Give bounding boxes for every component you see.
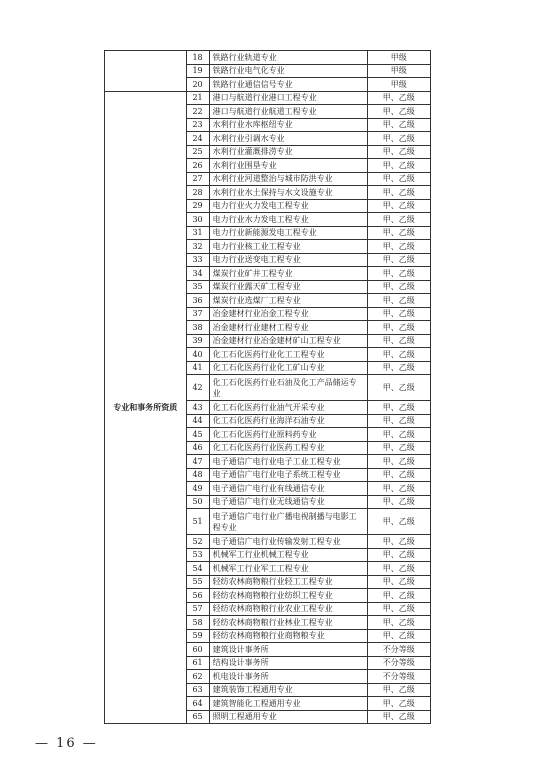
qualification-grade: 甲、乙级 [367,213,430,227]
qualification-grade: 甲、乙级 [367,468,430,482]
qualification-grade: 甲、乙级 [367,132,430,146]
category-cell: 专业和事务所资质 [105,91,187,724]
qualification-grade: 甲、乙级 [367,240,430,254]
qualification-grade: 不分等级 [367,656,430,670]
qualification-grade: 甲、乙级 [367,589,430,603]
qualification-name: 电子通信广电行业有线通信专业 [209,482,367,496]
qualification-grade: 甲、乙级 [367,575,430,589]
qualification-grade: 甲、乙级 [367,172,430,186]
qualification-grade: 不分等级 [367,670,430,684]
qualification-name: 照明工程通用专业 [209,710,367,724]
row-number: 54 [186,562,209,576]
qualification-grade: 甲级 [367,51,430,65]
qualification-name: 建筑设计事务所 [209,643,367,657]
qualification-grade: 甲、乙级 [367,199,430,213]
qualification-name: 煤炭行业矿井工程专业 [209,267,367,281]
row-number: 38 [186,321,209,335]
row-number: 22 [186,105,209,119]
qualification-name: 电子通信广电行业传输发射工程专业 [209,535,367,549]
row-number: 63 [186,683,209,697]
qualification-name: 化工石化医药行业化工工程专业 [209,348,367,362]
page-number: — 16 — [35,736,98,751]
row-number: 31 [186,226,209,240]
row-number: 32 [186,240,209,254]
qualification-grade: 甲、乙级 [367,602,430,616]
qualification-grade: 甲、乙级 [367,441,430,455]
qualification-table [104,50,431,724]
qualification-grade: 甲、乙级 [367,629,430,643]
row-number: 36 [186,294,209,308]
row-number: 19 [186,64,209,78]
row-number: 27 [186,172,209,186]
qualification-name: 化工石化医药行业油气开采专业 [209,401,367,415]
qualification-grade: 甲、乙级 [367,401,430,415]
row-number: 60 [186,643,209,657]
qualification-name: 轻纺农林商物粮行业轻工工程专业 [209,575,367,589]
row-number: 59 [186,629,209,643]
qualification-name: 轻纺农林商物粮行业农业工程专业 [209,602,367,616]
qualification-name: 电子通信广电行业电子工业工程专业 [209,455,367,469]
row-number: 28 [186,186,209,200]
row-number: 44 [186,414,209,428]
qualification-grade: 甲、乙级 [367,226,430,240]
row-number: 45 [186,428,209,442]
qualification-name: 煤炭行业选煤厂工程专业 [209,294,367,308]
qualification-grade: 甲、乙级 [367,616,430,630]
qualification-grade: 甲、乙级 [367,118,430,132]
qualification-name: 电力行业火力发电工程专业 [209,199,367,213]
qualification-name: 煤炭行业露天矿工程专业 [209,280,367,294]
row-number: 30 [186,213,209,227]
qualification-name: 电力行业水力发电工程专业 [209,213,367,227]
qualification-grade: 甲、乙级 [367,428,430,442]
qualification-grade: 甲、乙级 [367,307,430,321]
row-number: 55 [186,575,209,589]
qualification-name: 化工石化医药行业原料药专业 [209,428,367,442]
qualification-name: 电子通信广电行业电子系统工程专业 [209,468,367,482]
qualification-name: 港口与航道行业航道工程专业 [209,105,367,119]
row-number: 20 [186,78,209,92]
qualification-grade: 甲、乙级 [367,253,430,267]
qualification-name: 化工石化医药行业海洋石油专业 [209,414,367,428]
row-number: 26 [186,159,209,173]
qualification-name: 建筑智能化工程通用专业 [209,697,367,711]
qualification-name: 水利行业灌溉排涝专业 [209,145,367,159]
row-number: 61 [186,656,209,670]
row-number: 46 [186,441,209,455]
row-number: 35 [186,280,209,294]
table-row [105,51,431,65]
row-number: 43 [186,401,209,415]
qualification-name: 铁路行业通信信号专业 [209,78,367,92]
qualification-name: 铁路行业电气化专业 [209,64,367,78]
row-number: 65 [186,710,209,724]
qualification-grade: 甲、乙级 [367,159,430,173]
qualification-name: 港口与航道行业港口工程专业 [209,91,367,105]
qualification-grade: 甲、乙级 [367,334,430,348]
qualification-grade: 甲、乙级 [367,105,430,119]
qualification-name: 水利行业引调水专业 [209,132,367,146]
qualification-name: 化工石化医药行业石油及化工产品储运专业 [209,375,367,401]
qualification-grade: 甲、乙级 [367,414,430,428]
category-cell-top [105,51,187,92]
qualification-name: 铁路行业轨道专业 [209,51,367,65]
row-number: 29 [186,199,209,213]
qualification-name: 电子通信广电行业无线通信专业 [209,495,367,509]
qualification-name: 轻纺农林商物粮行业商物粮专业 [209,629,367,643]
qualification-name: 电力行业新能源发电工程专业 [209,226,367,240]
qualification-grade: 甲、乙级 [367,455,430,469]
qualification-grade: 甲、乙级 [367,375,430,401]
qualification-name: 建筑装饰工程通用专业 [209,683,367,697]
qualification-grade: 甲、乙级 [367,280,430,294]
qualification-name: 水利行业河道整治与城市防洪专业 [209,172,367,186]
qualification-name: 电力行业核工业工程专业 [209,240,367,254]
row-number: 33 [186,253,209,267]
qualification-grade: 甲、乙级 [367,294,430,308]
qualification-grade: 甲、乙级 [367,361,430,375]
row-number: 56 [186,589,209,603]
row-number: 18 [186,51,209,65]
qualification-name: 轻纺农林商物粮行业林业工程专业 [209,616,367,630]
row-number: 57 [186,602,209,616]
row-number: 64 [186,697,209,711]
qualification-name: 水利行业围垦专业 [209,159,367,173]
qualification-name: 水利行业水库枢纽专业 [209,118,367,132]
qualification-name: 电力行业送变电工程专业 [209,253,367,267]
row-number: 24 [186,132,209,146]
qualification-grade: 甲、乙级 [367,710,430,724]
qualification-grade: 不分等级 [367,643,430,657]
qualification-grade: 甲、乙级 [367,495,430,509]
qualification-name: 水利行业水土保持与水文设施专业 [209,186,367,200]
table-row [105,91,431,105]
qualification-name: 轻纺农林商物粮行业纺织工程专业 [209,589,367,603]
row-number: 48 [186,468,209,482]
row-number: 62 [186,670,209,684]
row-number: 39 [186,334,209,348]
row-number: 53 [186,548,209,562]
qualification-name: 化工石化医药行业医药工程专业 [209,441,367,455]
qualification-grade: 甲、乙级 [367,267,430,281]
qualification-grade: 甲、乙级 [367,482,430,496]
qualification-grade: 甲、乙级 [367,697,430,711]
qualification-grade: 甲级 [367,64,430,78]
qualification-grade: 甲、乙级 [367,91,430,105]
row-number: 23 [186,118,209,132]
qualification-name: 机械军工行业军工工程专业 [209,562,367,576]
qualification-grade: 甲、乙级 [367,683,430,697]
row-number: 37 [186,307,209,321]
row-number: 41 [186,361,209,375]
qualification-grade: 甲级 [367,78,430,92]
qualification-name: 化工石化医药行业化工矿山专业 [209,361,367,375]
row-number: 21 [186,91,209,105]
row-number: 47 [186,455,209,469]
row-number: 25 [186,145,209,159]
qualification-name: 冶金建材行业建材工程专业 [209,321,367,335]
row-number: 58 [186,616,209,630]
qualification-name: 电子通信广电行业广播电视制播与电影工程专业 [209,509,367,535]
row-number: 49 [186,482,209,496]
qualification-name: 结构设计事务所 [209,656,367,670]
qualification-name: 机电设计事务所 [209,670,367,684]
qualification-grade: 甲、乙级 [367,535,430,549]
row-number: 51 [186,509,209,535]
qualification-grade: 甲、乙级 [367,145,430,159]
qualification-name: 冶金建材行业冶金工程专业 [209,307,367,321]
row-number: 40 [186,348,209,362]
qualification-grade: 甲、乙级 [367,321,430,335]
qualification-grade: 甲、乙级 [367,509,430,535]
row-number: 50 [186,495,209,509]
row-number: 52 [186,535,209,549]
qualification-grade: 甲、乙级 [367,562,430,576]
qualification-grade: 甲、乙级 [367,548,430,562]
row-number: 34 [186,267,209,281]
qualification-grade: 甲、乙级 [367,186,430,200]
qualification-grade: 甲、乙级 [367,348,430,362]
qualification-name: 冶金建材行业冶金建材矿山工程专业 [209,334,367,348]
qualification-name: 机械军工行业机械工程专业 [209,548,367,562]
row-number: 42 [186,375,209,401]
